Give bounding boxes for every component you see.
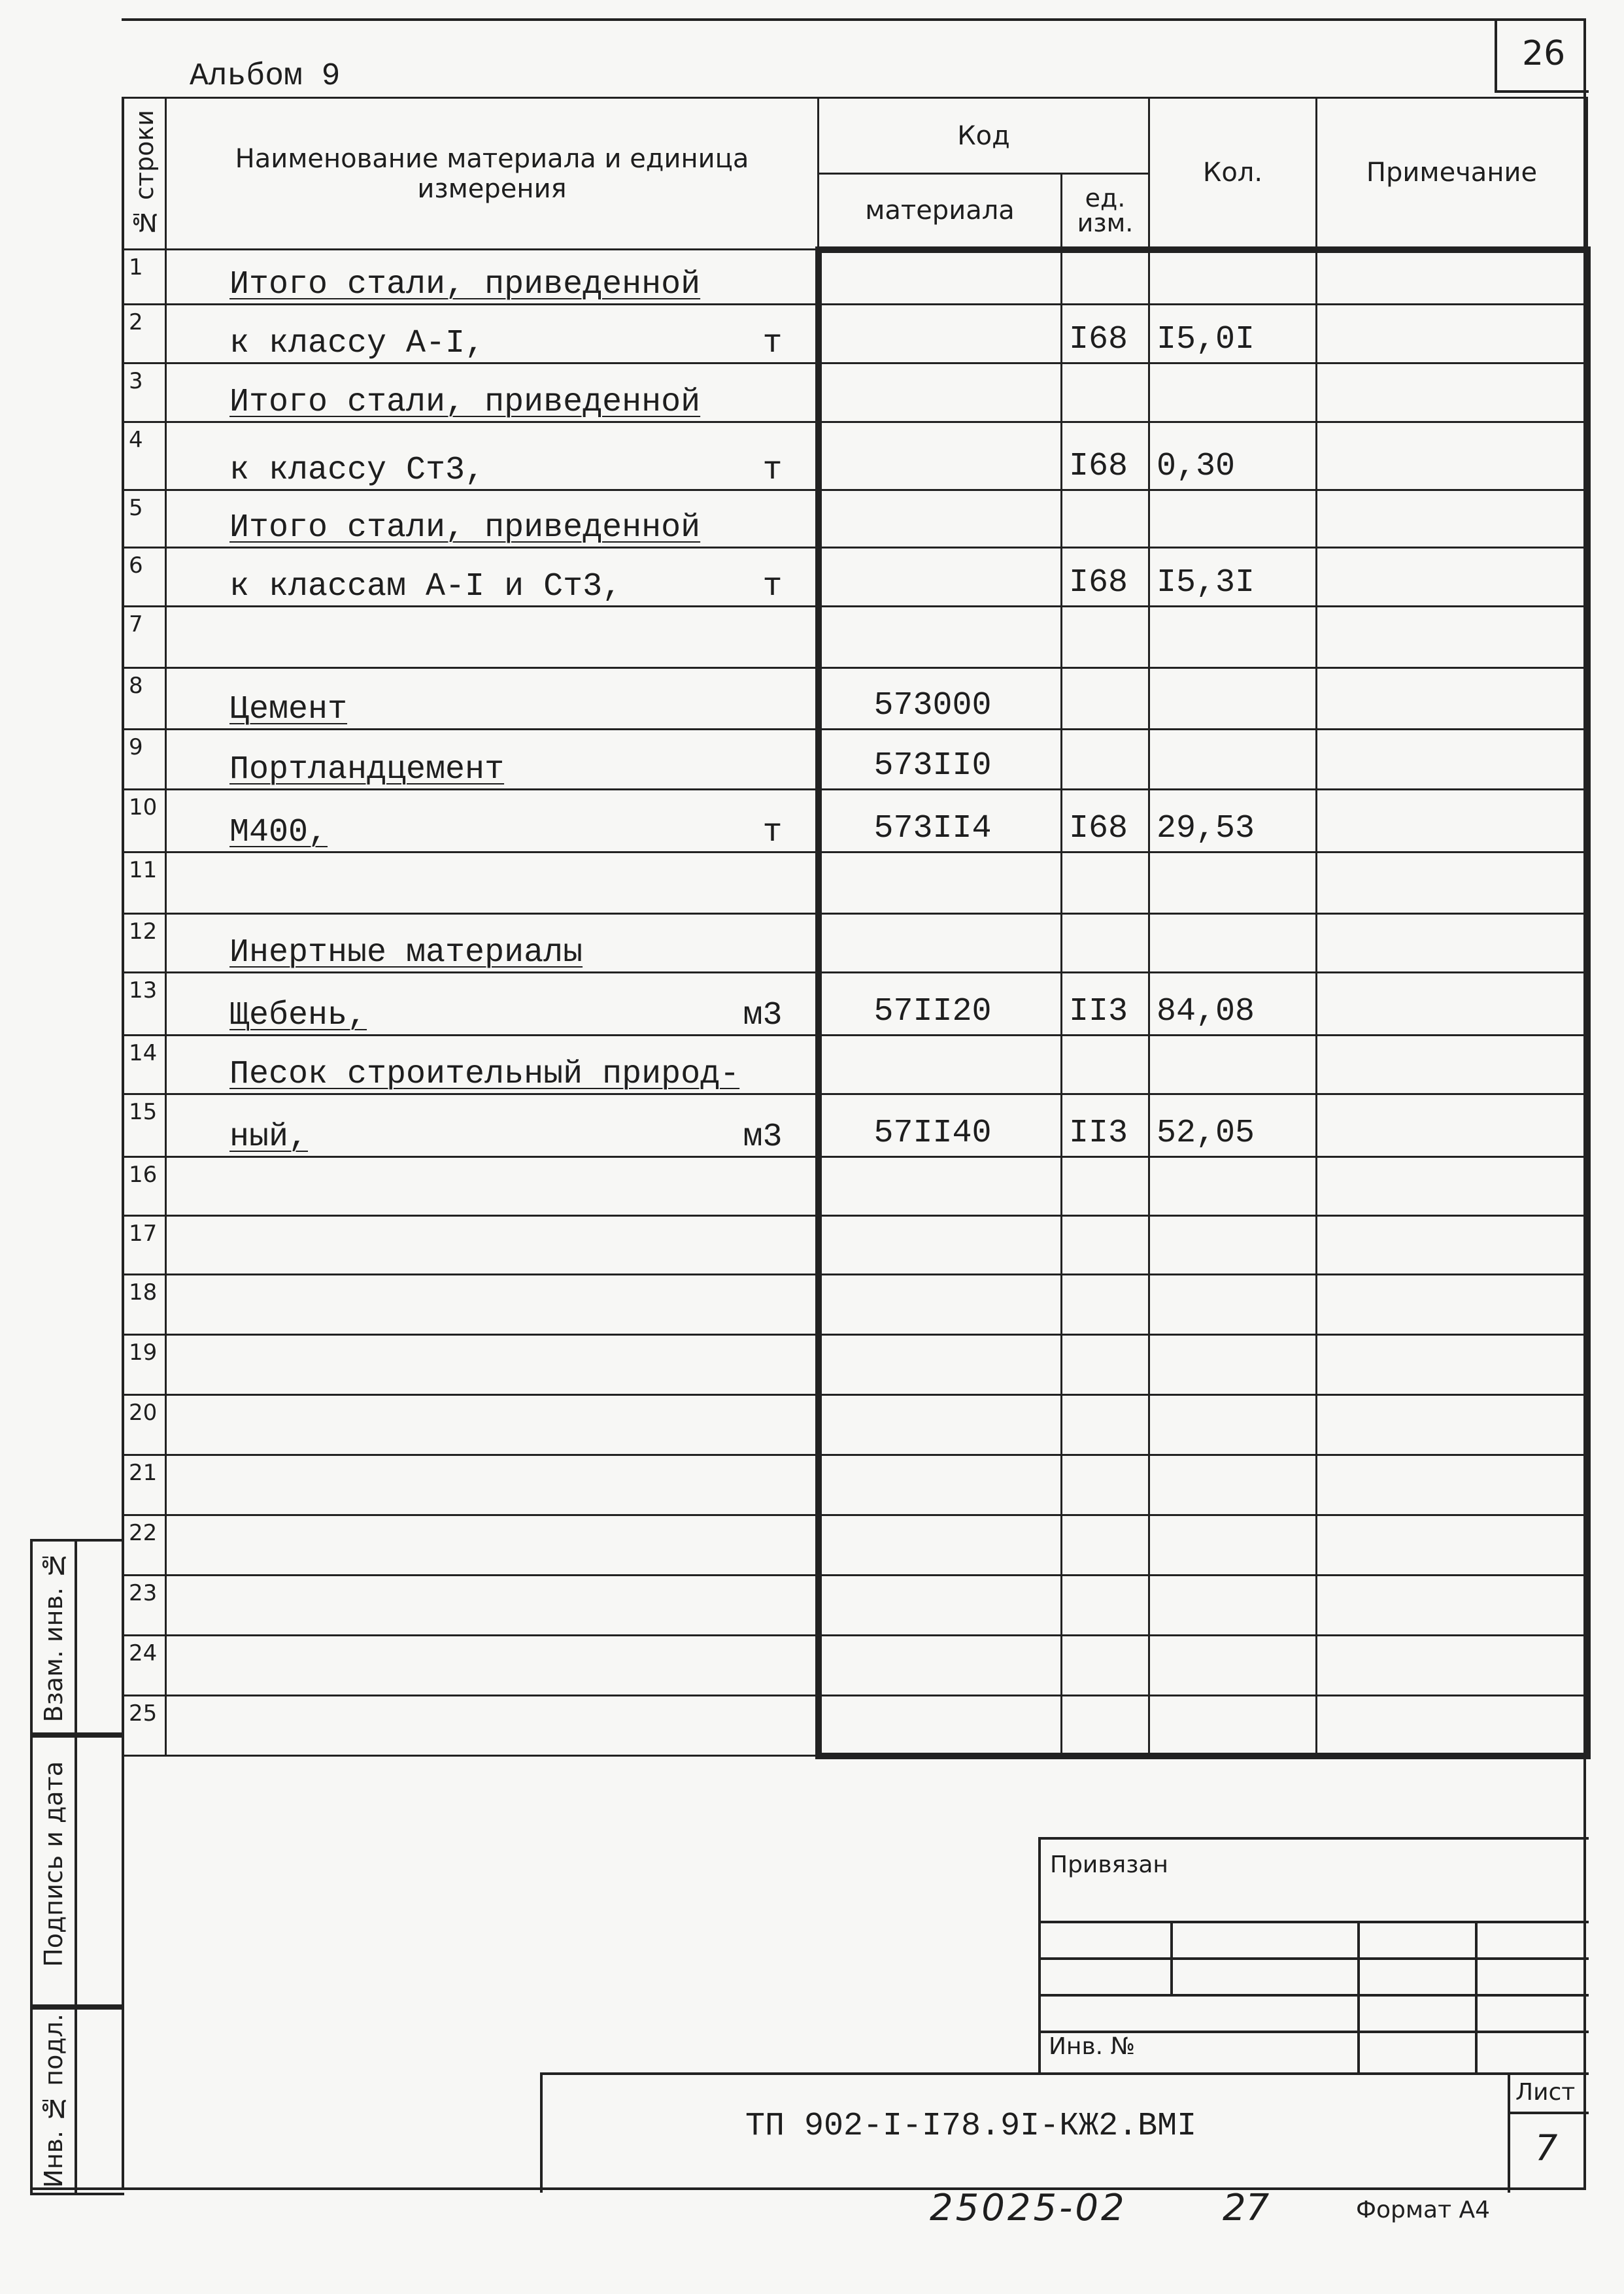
- table-row: [123, 973, 1587, 1036]
- material-code-cell: [819, 305, 1062, 363]
- unit-code-cell: [1062, 730, 1149, 790]
- unit-code-cell: [1062, 250, 1149, 305]
- unit-code-cell: I68: [1062, 422, 1149, 490]
- table-row: [123, 852, 1587, 914]
- unit-code-cell: [1062, 1335, 1149, 1395]
- row-number: 23: [123, 1576, 166, 1636]
- header-code: Код: [819, 98, 1149, 174]
- material-code-cell: [819, 422, 1062, 490]
- quantity-cell: I5,0I: [1149, 305, 1317, 363]
- material-unit: т: [762, 325, 783, 362]
- quantity-cell: [1149, 1216, 1317, 1275]
- material-name-cell: [166, 668, 819, 730]
- material-name: Итого стали, приведенной: [229, 509, 701, 547]
- material-name: Инертные материалы: [229, 934, 583, 971]
- row-number: 11: [123, 852, 166, 914]
- note-cell: [1317, 852, 1587, 914]
- table-row: [123, 607, 1587, 668]
- material-unit: м3: [743, 1119, 783, 1156]
- quantity-cell: 84,08: [1149, 973, 1317, 1036]
- row-number: 9: [123, 730, 166, 790]
- material-code-cell: [819, 1696, 1062, 1756]
- material-name-cell: [166, 422, 819, 490]
- material-code-cell: [819, 1395, 1062, 1455]
- row-number: 4: [123, 422, 166, 490]
- material-name-cell: [166, 1636, 819, 1696]
- unit-code-cell: [1062, 852, 1149, 914]
- frame-top-line: [122, 18, 1586, 21]
- row-number: 14: [123, 1036, 166, 1094]
- binding-line-3: [1041, 1994, 1589, 1997]
- sheet-box: [1508, 2075, 1589, 2193]
- note-cell: [1317, 1335, 1587, 1395]
- note-cell: [1317, 422, 1587, 490]
- note-cell: [1317, 1455, 1587, 1515]
- material-name-cell: [166, 790, 819, 852]
- row-number: 12: [123, 914, 166, 973]
- quantity-cell: [1149, 852, 1317, 914]
- material-name-cell: [166, 548, 819, 607]
- side-box-vzam: [30, 1539, 124, 1738]
- note-cell: [1317, 1636, 1587, 1696]
- note-cell: [1317, 1275, 1587, 1335]
- table-row: [123, 1216, 1587, 1275]
- material-code-cell: [819, 1576, 1062, 1636]
- unit-code-cell: [1062, 1395, 1149, 1455]
- material-unit: т: [762, 568, 783, 605]
- table-row: [123, 1275, 1587, 1335]
- material-name-cell: [166, 852, 819, 914]
- sheet-divider: [1510, 2112, 1589, 2114]
- material-name: М400,: [229, 814, 328, 851]
- side-box-inv-podl: [30, 2004, 124, 2195]
- header-quantity: Кол.: [1149, 98, 1317, 250]
- unit-code-cell: [1062, 363, 1149, 422]
- side-divider: [75, 1735, 77, 2007]
- material-name-cell: [166, 490, 819, 548]
- material-code-cell: [819, 250, 1062, 305]
- material-unit: м3: [743, 997, 783, 1034]
- bottom-number: 25025-02: [930, 2187, 1127, 2229]
- unit-code-cell: I68: [1062, 305, 1149, 363]
- note-cell: [1317, 490, 1587, 548]
- table-row: [123, 548, 1587, 607]
- material-name-cell: [166, 1395, 819, 1455]
- table-row: [123, 1157, 1587, 1216]
- material-unit: т: [762, 452, 783, 489]
- side-box-podpis: [30, 1732, 124, 2010]
- material-code-cell: [819, 1216, 1062, 1275]
- quantity-cell: [1149, 668, 1317, 730]
- unit-code-cell: [1062, 914, 1149, 973]
- row-number: 21: [123, 1455, 166, 1515]
- material-name-cell: [166, 607, 819, 668]
- note-cell: [1317, 730, 1587, 790]
- unit-code-cell: [1062, 1455, 1149, 1515]
- material-code-cell: [819, 490, 1062, 548]
- side-label-vzam: Взам. инв. №: [39, 1551, 68, 1723]
- quantity-cell: [1149, 1275, 1317, 1335]
- sheet-label: Лист: [1515, 2079, 1576, 2106]
- unit-code-cell: II3: [1062, 1094, 1149, 1157]
- side-divider: [75, 2007, 77, 2193]
- material-name-cell: [166, 1094, 819, 1157]
- table-row: [123, 1094, 1587, 1157]
- quantity-cell: [1149, 730, 1317, 790]
- table-row: [123, 914, 1587, 973]
- note-cell: [1317, 250, 1587, 305]
- row-number: 25: [123, 1696, 166, 1756]
- material-code-cell: 57II20: [819, 973, 1062, 1036]
- material-name: Портландцемент: [229, 751, 505, 788]
- quantity-cell: I5,3I: [1149, 548, 1317, 607]
- note-cell: [1317, 1395, 1587, 1455]
- material-name: Итого стали, приведенной: [229, 266, 701, 303]
- note-cell: [1317, 363, 1587, 422]
- material-code-cell: [819, 914, 1062, 973]
- quantity-cell: 0,30: [1149, 422, 1317, 490]
- header-material-name: Наименование материала и единица измерения: [166, 98, 819, 250]
- page-number-box: [1495, 18, 1589, 93]
- material-name-cell: [166, 1275, 819, 1335]
- row-number: 5: [123, 490, 166, 548]
- binding-line-2: [1041, 1957, 1589, 1960]
- header-unit-code: ед. изм.: [1062, 174, 1149, 250]
- table-row: [123, 422, 1587, 490]
- quantity-cell: [1149, 914, 1317, 973]
- quantity-cell: [1149, 1696, 1317, 1756]
- material-name: ный,: [229, 1119, 309, 1156]
- material-code-cell: 573II4: [819, 790, 1062, 852]
- material-code-cell: [819, 1157, 1062, 1216]
- note-cell: [1317, 1094, 1587, 1157]
- note-cell: [1317, 790, 1587, 852]
- row-number: 7: [123, 607, 166, 668]
- table-row: [123, 730, 1587, 790]
- quantity-cell: [1149, 1335, 1317, 1395]
- unit-code-cell: [1062, 1216, 1149, 1275]
- row-number: 8: [123, 668, 166, 730]
- material-code-cell: [819, 1515, 1062, 1576]
- row-number: 2: [123, 305, 166, 363]
- material-name-cell: [166, 1696, 819, 1756]
- quantity-cell: [1149, 1157, 1317, 1216]
- material-name-cell: [166, 914, 819, 973]
- material-unit: т: [762, 814, 783, 851]
- material-name: к классу А-I,: [229, 325, 485, 362]
- material-name: к классу Ст3,: [229, 452, 485, 489]
- note-cell: [1317, 305, 1587, 363]
- binding-vline-3: [1475, 1921, 1478, 2075]
- title-block: [540, 2072, 1589, 2193]
- material-code-cell: 57II40: [819, 1094, 1062, 1157]
- binding-label: Привязан: [1050, 1851, 1168, 1878]
- table-body: [123, 250, 1587, 1756]
- inv-label: Инв. №: [1049, 2033, 1136, 2060]
- unit-code-cell: II3: [1062, 973, 1149, 1036]
- material-code-cell: [819, 363, 1062, 422]
- row-number: 22: [123, 1515, 166, 1576]
- material-name: Щебень,: [229, 997, 367, 1034]
- row-number: 17: [123, 1216, 166, 1275]
- quantity-cell: [1149, 1636, 1317, 1696]
- material-name-cell: [166, 1157, 819, 1216]
- material-name-cell: [166, 305, 819, 363]
- binding-block: [1038, 1837, 1589, 2075]
- row-number: 20: [123, 1395, 166, 1455]
- format-label: Формат А4: [1356, 2197, 1491, 2223]
- table-row: [123, 1576, 1587, 1636]
- material-code-cell: [819, 852, 1062, 914]
- material-code-cell: [819, 607, 1062, 668]
- note-cell: [1317, 1157, 1587, 1216]
- material-name-cell: [166, 973, 819, 1036]
- header-note: Примечание: [1317, 98, 1587, 250]
- note-cell: [1317, 1216, 1587, 1275]
- quantity-cell: [1149, 1576, 1317, 1636]
- quantity-cell: [1149, 250, 1317, 305]
- row-number: 15: [123, 1094, 166, 1157]
- table-row: [123, 1036, 1587, 1094]
- header-material-code: материала: [819, 174, 1062, 250]
- row-number: 6: [123, 548, 166, 607]
- quantity-cell: [1149, 1036, 1317, 1094]
- row-number: 16: [123, 1157, 166, 1216]
- side-divider: [75, 1542, 77, 1735]
- row-number: 24: [123, 1636, 166, 1696]
- material-code-cell: [819, 548, 1062, 607]
- quantity-cell: [1149, 1515, 1317, 1576]
- quantity-cell: [1149, 363, 1317, 422]
- album-label: Альбом 9: [190, 59, 341, 94]
- unit-code-cell: [1062, 607, 1149, 668]
- table-row: [123, 363, 1587, 422]
- table-row: [123, 668, 1587, 730]
- note-cell: [1317, 668, 1587, 730]
- unit-code-cell: [1062, 1157, 1149, 1216]
- note-cell: [1317, 1515, 1587, 1576]
- quantity-cell: [1149, 1455, 1317, 1515]
- unit-code-cell: I68: [1062, 548, 1149, 607]
- material-name: Итого стали, приведенной: [229, 384, 701, 421]
- note-cell: [1317, 1036, 1587, 1094]
- table-row: [123, 305, 1587, 363]
- binding-line-1: [1041, 1921, 1589, 1923]
- material-code-cell: [819, 1275, 1062, 1335]
- quantity-cell: [1149, 1395, 1317, 1455]
- unit-code-cell: [1062, 1636, 1149, 1696]
- quantity-cell: 52,05: [1149, 1094, 1317, 1157]
- row-number: 10: [123, 790, 166, 852]
- table-row: [123, 490, 1587, 548]
- note-cell: [1317, 1576, 1587, 1636]
- material-name-cell: [166, 1216, 819, 1275]
- material-code-cell: [819, 1455, 1062, 1515]
- side-label-inv-podl: Инв. № подл.: [39, 2014, 68, 2188]
- material-code-cell: 573II0: [819, 730, 1062, 790]
- material-name-cell: [166, 1515, 819, 1576]
- table-row: [123, 1455, 1587, 1515]
- row-number: 3: [123, 363, 166, 422]
- material-name-cell: [166, 730, 819, 790]
- binding-vline-1: [1170, 1921, 1173, 1997]
- unit-code-cell: [1062, 490, 1149, 548]
- table-row: [123, 1636, 1587, 1696]
- header-row-number: № строки: [123, 98, 166, 250]
- material-name-cell: [166, 250, 819, 305]
- sheet-number: 7: [1535, 2127, 1558, 2168]
- material-code-cell: [819, 1335, 1062, 1395]
- unit-code-cell: [1062, 1696, 1149, 1756]
- unit-code-cell: [1062, 1275, 1149, 1335]
- note-cell: [1317, 607, 1587, 668]
- unit-code-cell: [1062, 668, 1149, 730]
- material-name-cell: [166, 1036, 819, 1094]
- note-cell: [1317, 914, 1587, 973]
- row-number: 19: [123, 1335, 166, 1395]
- side-label-podpis: Подпись и дата: [39, 1761, 68, 1967]
- quantity-cell: [1149, 490, 1317, 548]
- material-name-cell: [166, 363, 819, 422]
- materials-table: [122, 97, 1591, 1759]
- table-row: [123, 1395, 1587, 1455]
- unit-code-cell: [1062, 1576, 1149, 1636]
- table-row: [123, 1515, 1587, 1576]
- unit-code-cell: [1062, 1515, 1149, 1576]
- document-code: ТП 902-I-I78.9I-КЖ2.ВМI: [745, 2108, 1197, 2145]
- table-row: [123, 1696, 1587, 1756]
- note-cell: [1317, 973, 1587, 1036]
- table-row: [123, 790, 1587, 852]
- binding-vline-2: [1357, 1921, 1360, 2075]
- table-row: [123, 250, 1587, 305]
- quantity-cell: 29,53: [1149, 790, 1317, 852]
- material-name-cell: [166, 1455, 819, 1515]
- page-number: 26: [1522, 34, 1566, 73]
- material-name: Песок строительный природ-: [229, 1056, 740, 1093]
- material-code-cell: [819, 1636, 1062, 1696]
- material-name: Цемент: [229, 691, 348, 728]
- row-number: 1: [123, 250, 166, 305]
- row-number: 13: [123, 973, 166, 1036]
- row-number: 18: [123, 1275, 166, 1335]
- table-row: [123, 1335, 1587, 1395]
- material-name: к классам А-I и Ст3,: [229, 568, 622, 605]
- material-name-cell: [166, 1335, 819, 1395]
- note-cell: [1317, 548, 1587, 607]
- unit-code-cell: I68: [1062, 790, 1149, 852]
- material-code-cell: 573000: [819, 668, 1062, 730]
- bottom-copy-number: 27: [1223, 2187, 1270, 2229]
- material-name-cell: [166, 1576, 819, 1636]
- note-cell: [1317, 1696, 1587, 1756]
- quantity-cell: [1149, 607, 1317, 668]
- unit-code-cell: [1062, 1036, 1149, 1094]
- material-code-cell: [819, 1036, 1062, 1094]
